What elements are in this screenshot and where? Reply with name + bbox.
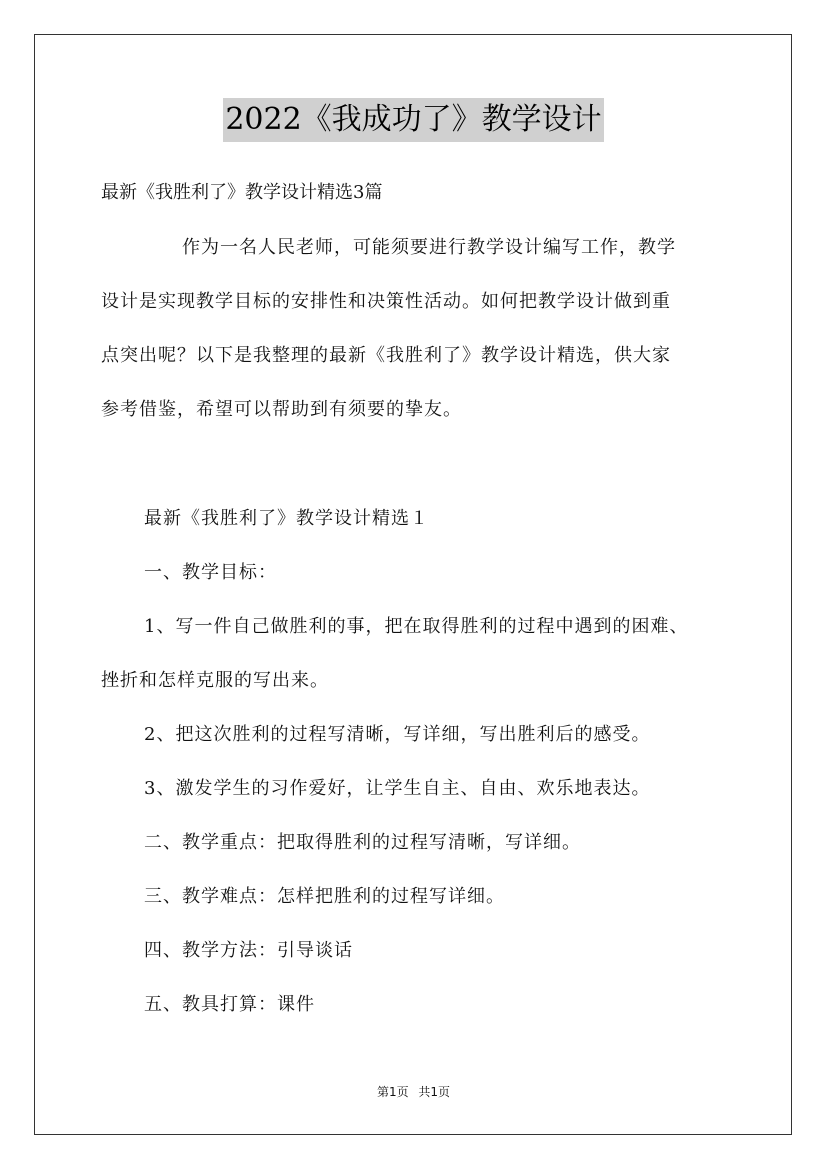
document-subtitle: 最新《我胜利了》教学设计精选3篇 <box>101 182 383 203</box>
intro-line: 点突出呢？以下是我整理的最新《我胜利了》教学设计精选，供大家 <box>101 345 671 366</box>
page-number: 第1页 <box>376 1085 409 1099</box>
intro-line: 参考借鉴，希望可以帮助到有须要的挚友。 <box>101 399 462 420</box>
list-item: 3、激发学生的习作爱好，让学生自主、自由、欢乐地表达。 <box>144 778 651 799</box>
page-total: 共1页 <box>418 1085 451 1099</box>
list-item: 五、教具打算：课件 <box>144 994 315 1015</box>
page-footer <box>0 1083 827 1101</box>
list-item: 2、把这次胜利的过程写清晰，写详细，写出胜利后的感受。 <box>144 724 651 745</box>
section-heading: 最新《我胜利了》教学设计精选１ <box>144 508 429 529</box>
document-title: 2022《我成功了》教学设计 <box>223 98 603 142</box>
list-item: 四、教学方法：引导谈话 <box>144 940 353 961</box>
intro-paragraph <box>101 228 731 430</box>
list-item: 二、教学重点：把取得胜利的过程写清晰，写详细。 <box>144 832 581 853</box>
list-item: 三、教学难点：怎样把胜利的过程写详细。 <box>144 886 505 907</box>
list-item: 挫折和怎样克服的写出来。 <box>101 670 329 691</box>
title-container <box>0 98 827 142</box>
intro-line: 作为一名人民老师，可能须要进行教学设计编写工作，教学 <box>182 237 676 258</box>
list-item: 1、写一件自己做胜利的事，把在取得胜利的过程中遇到的困难、 <box>144 616 689 637</box>
intro-line: 设计是实现教学目标的安排性和决策性活动。如何把教学设计做到重 <box>101 291 671 312</box>
list-item: 一、教学目标： <box>144 562 277 583</box>
